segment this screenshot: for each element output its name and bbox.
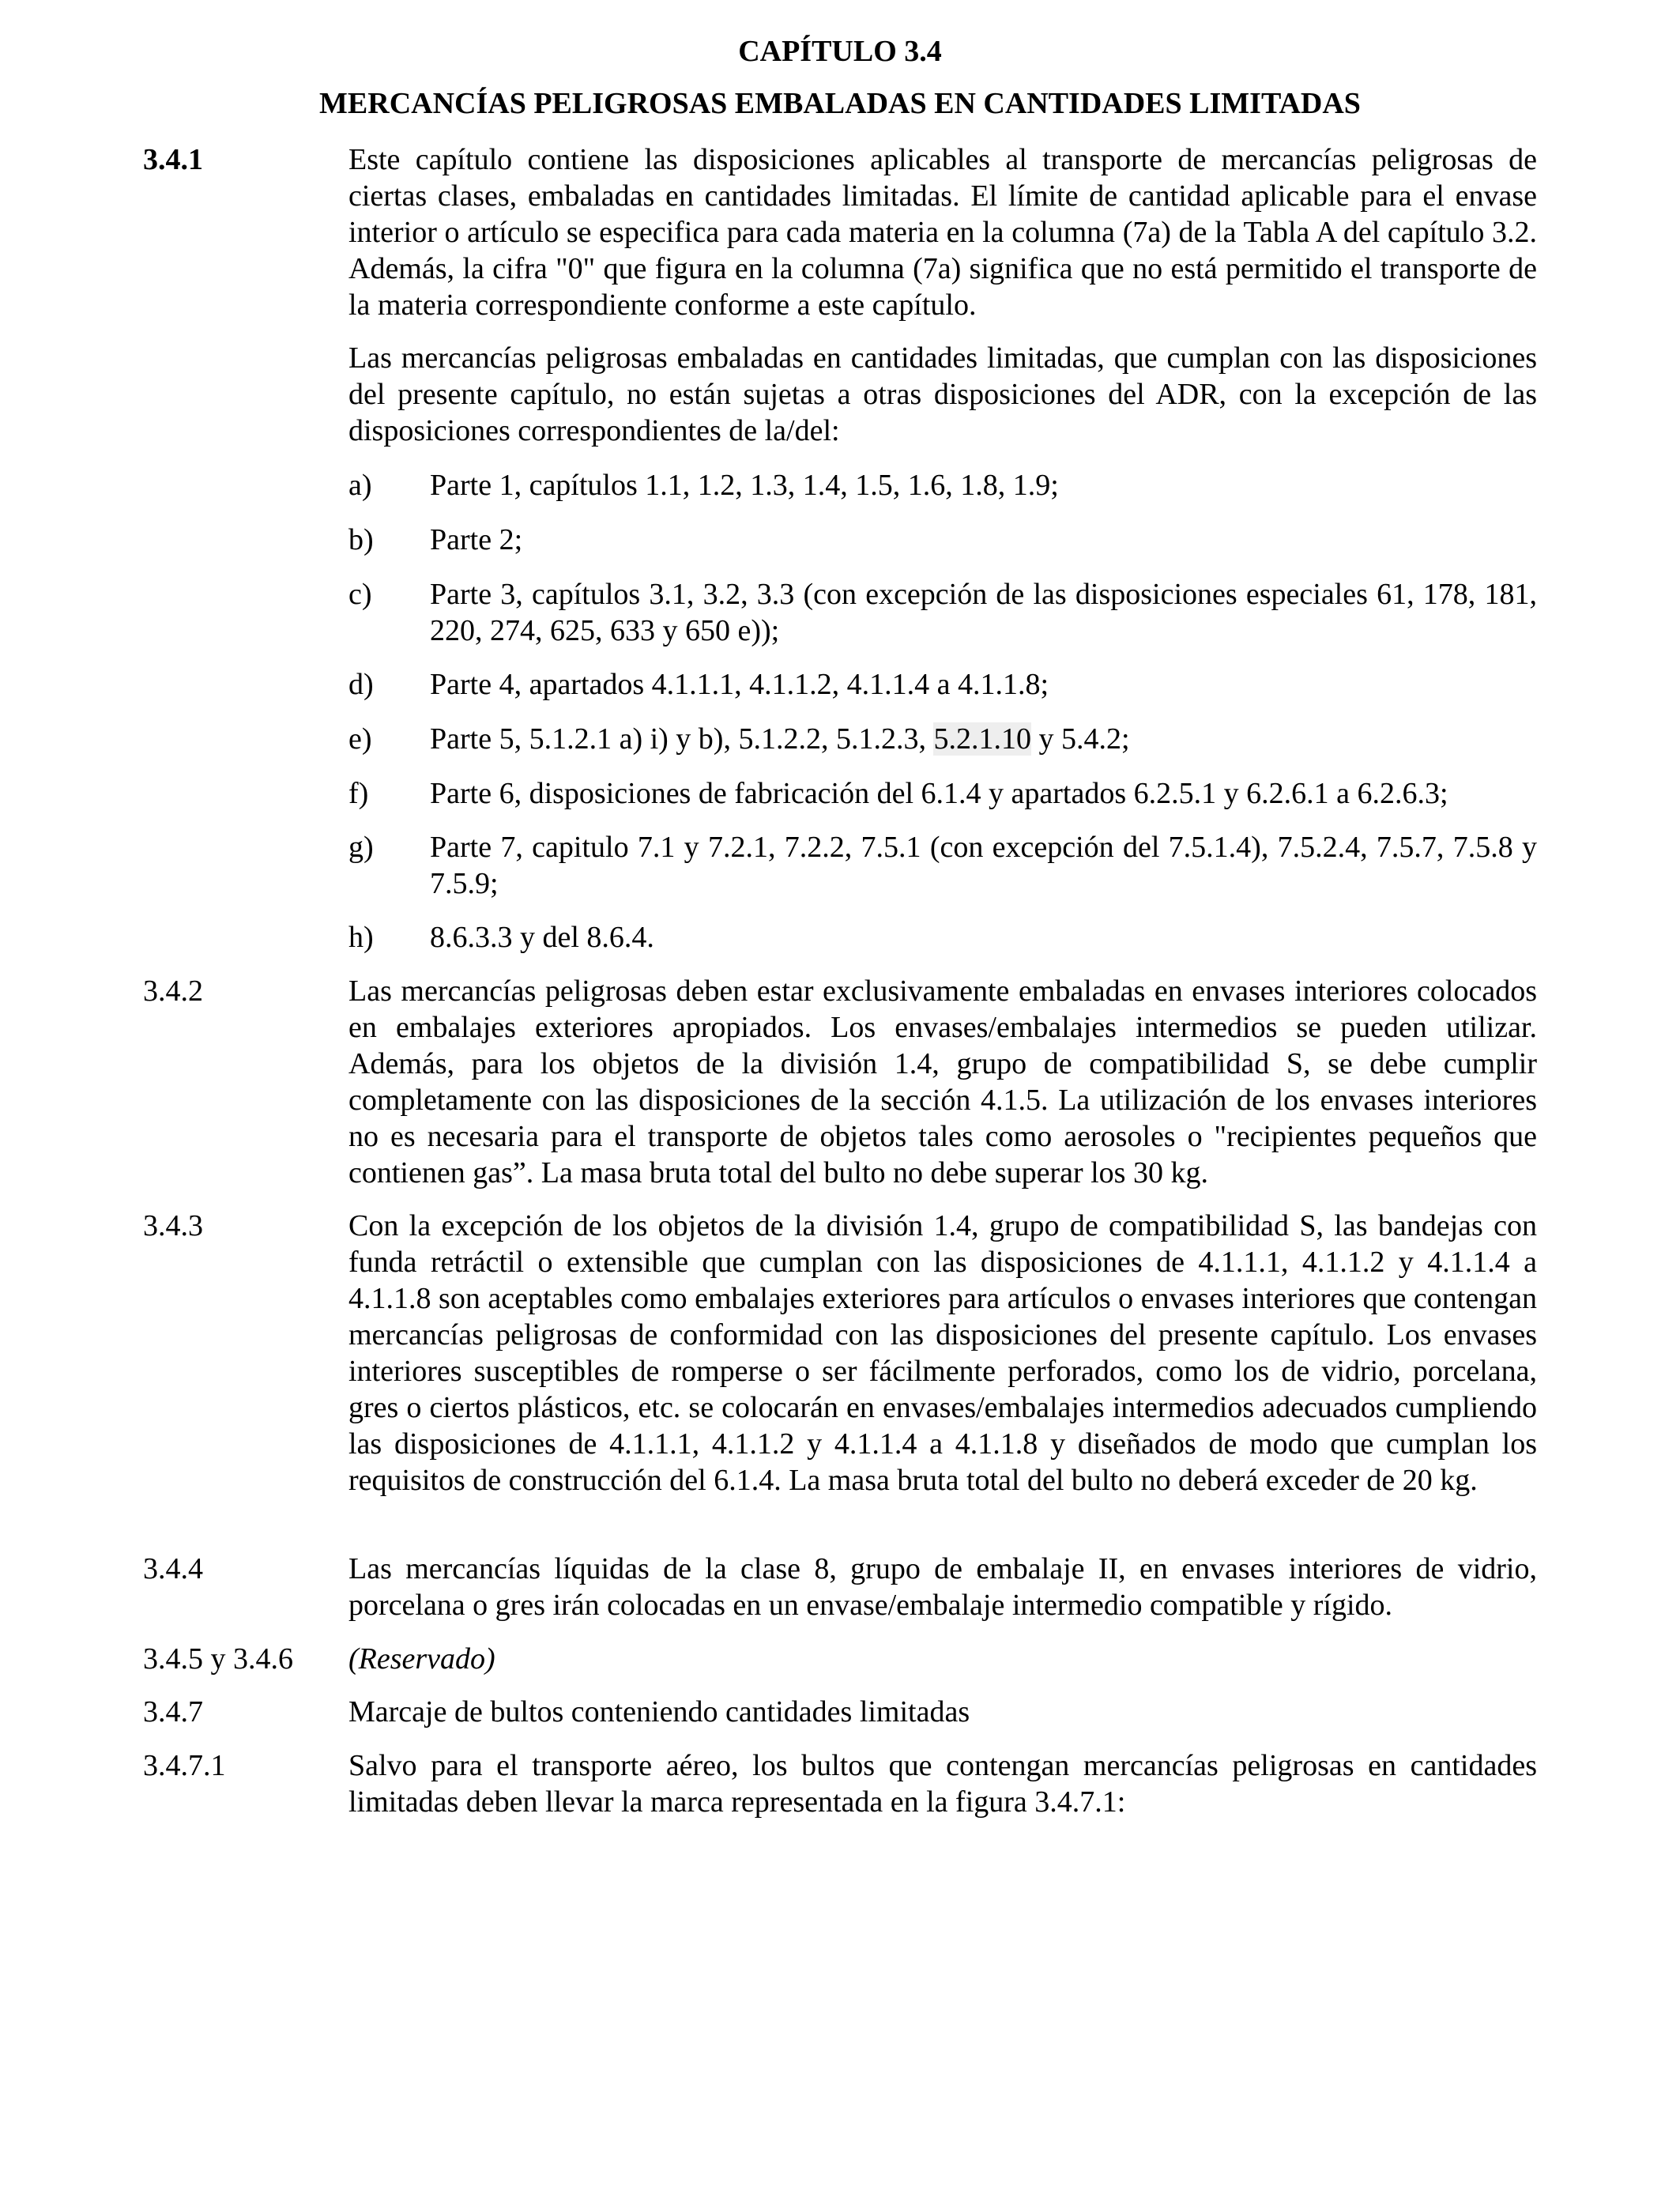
list-text: Parte 6, disposiciones de fabricación del 6.1.4 y apartados 6.2.5.1 y 6.2.6.1 a 6.2.6.3;	[430, 777, 1448, 810]
section-number: 3.4.3	[143, 1209, 203, 1242]
chapter-title: MERCANCÍAS PELIGROSAS EMBALADAS EN CANTIDADES LIMITADAS	[319, 87, 1361, 120]
list-text: Parte 5, 5.1.2.1 a) i) y b), 5.1.2.2, 5.1.2.3, 5.2.1.10 y 5.4.2;	[430, 722, 1130, 756]
paragraph: (Reservado)	[348, 1642, 495, 1676]
list-label: h)	[348, 921, 374, 954]
section-3-4-2	[143, 973, 1537, 1191]
paragraph: Con la excepción de los objetos de la división 1.4, grupo de compatibilidad S, las bandejas con funda retráctil o extensible que cumplan con las disposiciones de 4.1.1.1, 4.1.1.2 y 4.1.1.4 a 4.1.1.8 son aceptables como embalajes exteriores para artículos o envases interiores que contengan mercancías peligrosas de conformidad con las disposiciones del presente capítulo. Los envases interiores susceptibles de romperse o ser fácilmente perforados, como los de vidrio, porcelana, gres o ciertos plásticos, etc. se colocarán en envases/embalajes intermedios adecuados cumpliendo las disposiciones de 4.1.1.1, 4.1.1.2 y 4.1.1.4 a 4.1.1.8 y diseñados de modo que cumplan los requisitos de construcción del 6.1.4. La masa bruta total del bulto no deberá exceder de 20 kg.	[348, 1209, 1537, 1497]
list-label: c)	[348, 578, 372, 611]
section-3-4-7-1	[143, 1747, 1537, 1820]
section-number: 3.4.1	[143, 143, 203, 176]
section-number: 3.4.4	[143, 1552, 203, 1585]
section-3-4-5	[143, 1641, 1537, 1677]
paragraph: Este capítulo contiene las disposiciones aplicables al transporte de mercancías peligrosas de ciertas clases, embaladas en cantidades limitadas. El límite de cantidad aplicable para el envase interior o artículo se especifica para cada materia en la columna (7a) de la Tabla A del capítulo 3.2. Además, la cifra "0" que figura en la columna (7a) significa que no está permitido el transporte de la materia correspondiente conforme a este capítulo.	[348, 143, 1537, 322]
list-text: Parte 4, apartados 4.1.1.1, 4.1.1.2, 4.1.1.4 a 4.1.1.8;	[430, 668, 1049, 701]
list-label: b)	[348, 523, 374, 556]
section-3-4-3	[143, 1208, 1537, 1498]
paragraph: Salvo para el transporte aéreo, los bultos que contengan mercancías peligrosas en cantidades limitadas deben llevar la marca representada en la figura 3.4.7.1:	[348, 1749, 1537, 1819]
list-text: Parte 1, capítulos 1.1, 1.2, 1.3, 1.4, 1.5, 1.6, 1.8, 1.9;	[430, 469, 1059, 502]
section-3-4-7	[143, 1694, 1537, 1730]
list-text: Parte 3, capítulos 3.1, 3.2, 3.3 (con excepción de las disposiciones especiales 61, 178, 181, 220, 274, 625, 633 y 650 e));	[430, 578, 1537, 647]
paragraph: Las mercancías peligrosas embaladas en cantidades limitadas, que cumplan con las disposiciones del presente capítulo, no están sujetas a otras disposiciones del ADR, con la excepción de las disposiciones correspondientes de la/del:	[348, 341, 1537, 447]
list-label: g)	[348, 831, 374, 864]
section-number: 3.4.2	[143, 974, 203, 1008]
paragraph: Las mercancías peligrosas deben estar exclusivamente embaladas en envases interiores colocados en embalajes exteriores apropiados. Los envases/embalajes intermedios se pueden utilizar. Además, para los objetos de la división 1.4, grupo de compatibilidad S, se debe cumplir completamente con las disposiciones de la sección 4.1.5. La utilización de los envases interiores no es necesaria para el transporte de objetos tales como aerosoles o "recipientes pequeños que contienen gas”. La masa bruta total del bulto no debe superar los 30 kg.	[348, 974, 1537, 1189]
list-text: Parte 2;	[430, 523, 523, 556]
highlighted-reference: 5.2.1.10	[933, 722, 1031, 756]
list-label: a)	[348, 469, 372, 502]
chapter-heading: CAPÍTULO 3.4	[738, 35, 942, 68]
section-3-4-1	[143, 141, 1537, 323]
list-text: Parte 7, capitulo 7.1 y 7.2.1, 7.2.2, 7.5.1 (con excepción del 7.5.1.4), 7.5.2.4, 7.5.7, 7.5.8 y 7.5.9;	[430, 831, 1537, 900]
section-3-4-1-continued	[143, 340, 1537, 449]
section-number: 3.4.7	[143, 1695, 203, 1728]
paragraph: Las mercancías líquidas de la clase 8, grupo de embalaje II, en envases interiores de vidrio, porcelana o gres irán colocadas en un envase/embalaje intermedio compatible y rígido.	[348, 1552, 1537, 1622]
list-label: e)	[348, 722, 372, 756]
section-3-4-4	[143, 1551, 1537, 1623]
list-label: d)	[348, 668, 374, 701]
section-number: 3.4.7.1	[143, 1749, 226, 1782]
paragraph: Marcaje de bultos conteniendo cantidades limitadas	[348, 1695, 970, 1728]
section-number: 3.4.5 y 3.4.6	[143, 1642, 293, 1676]
list-text: 8.6.3.3 y del 8.6.4.	[430, 921, 654, 954]
list-label: f)	[348, 777, 369, 810]
